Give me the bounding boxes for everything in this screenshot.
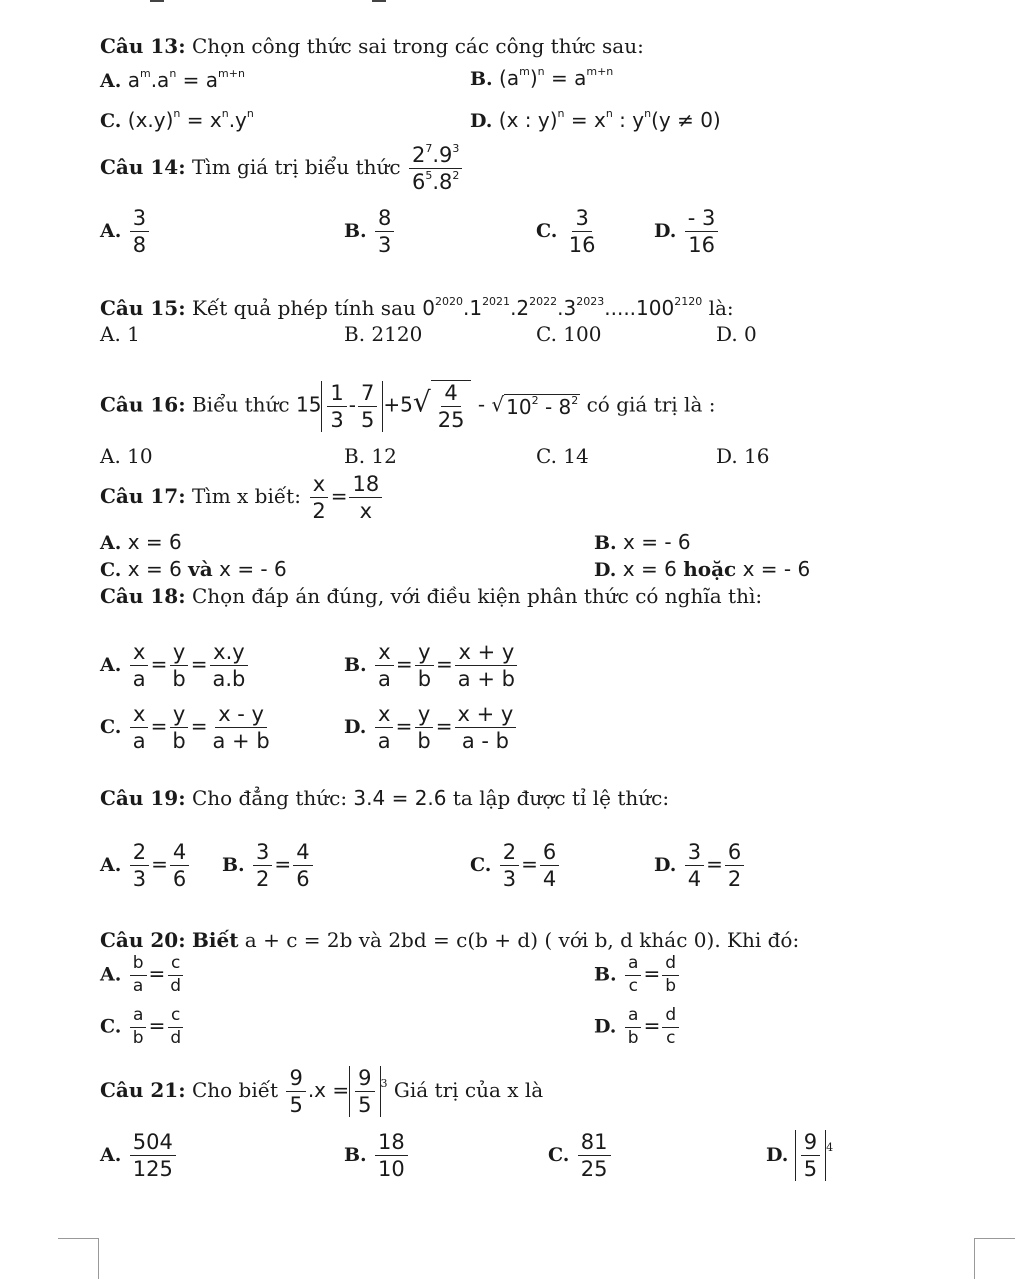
q20-option-b: B. $\frac{a}{c}$ = $\frac{d}{b}$	[594, 954, 681, 996]
page-mark	[372, 0, 386, 2]
q16-option-a: A. 10	[100, 444, 153, 468]
q19-option-b: B. $\frac{3}{2}$ = $\frac{4}{6}$	[222, 840, 315, 891]
q15-option-c: C. 100	[536, 322, 602, 346]
q20-option-a: A. $\frac{b}{a}$ = $\frac{c}{d}$	[100, 954, 186, 996]
q21-option-d: D. $\frac{9}{5}$ $^4$	[766, 1130, 834, 1182]
question-21: Câu 21: Cho biết $\frac{9}{5}$ .x = $\frac{9}{5}$ $^3$ Giá trị của x là	[100, 1066, 544, 1118]
q17-option-a: A. x = 6	[100, 530, 182, 554]
q19-option-d: D. $\frac{3}{4}$ = $\frac{6}{2}$	[654, 840, 746, 891]
q14-option-b: B. $\frac{8}{3}$	[344, 206, 396, 257]
q17-option-d: D. x = 6 hoặc x = - 6	[594, 557, 811, 581]
q18-option-c: C. $\frac{x}{a}$ = $\frac{y}{b}$ = $\frac{x - y}{a + b}$	[100, 702, 270, 754]
question-20: Câu 20: Biết a + c = 2b và 2bd = c(b + d) ( với b, d khác 0). Khi đó:	[100, 928, 800, 952]
q17-option-c: C. x = 6 và x = - 6	[100, 557, 287, 581]
q13-option-c: C. $(x.y)^n = x^n.y^n$	[100, 107, 254, 132]
question-19: Câu 19: Cho đẳng thức: 3.4 = 2.6 ta lập được tỉ lệ thức:	[100, 786, 670, 810]
q18-option-a: A. $\frac{x}{a}$ = $\frac{y}{b}$ = $\frac{x.y}{a.b}$	[100, 640, 250, 691]
q13-option-a: A. $a^m.a^n = a^{m+n}$	[100, 67, 245, 92]
page-mark	[150, 0, 164, 2]
question-13: Câu 13: Chọn công thức sai trong các công thức sau:	[100, 34, 644, 58]
q16-option-c: C. 14	[536, 444, 589, 468]
crop-mark-left	[58, 1238, 99, 1279]
q18-option-d: D. $\frac{x}{a}$ = $\frac{y}{b}$ = $\frac{x + y}{a - b}$	[344, 702, 518, 753]
question-16: Câu 16: Biểu thức 15 $\frac{1}{3}$ - $\frac{7}{5}$ +5√ $\frac{4}{25}$ - √ $10^2 - 8^2$ có giá trị là :	[100, 380, 716, 433]
question-17: Câu 17: Tìm x biết: $\frac{x}{2}$ = $\frac{18}{x}$	[100, 472, 384, 523]
q15-option-b: B. 2120	[344, 322, 423, 346]
crop-mark-right	[974, 1238, 1015, 1279]
q20-option-d: D. $\frac{a}{b}$ = $\frac{d}{c}$	[594, 1006, 681, 1048]
q21-option-a: A. $\frac{504}{125}$	[100, 1130, 178, 1181]
q17-option-b: B. x = - 6	[594, 530, 691, 554]
q14-expression: $\frac{2^7.9^3}{6^5.8^2}$	[409, 143, 462, 194]
question-18: Câu 18: Chọn đáp án đúng, với điều kiện phân thức có nghĩa thì:	[100, 584, 763, 608]
q19-option-c: C. $\frac{2}{3}$ = $\frac{6}{4}$	[470, 840, 561, 891]
q14-option-a: A. $\frac{3}{8}$	[100, 206, 151, 257]
q21-option-b: B. $\frac{18}{10}$	[344, 1130, 410, 1181]
q13-option-d: D. (x : $y)^n = x^n$ : $y^n(y \ne 0)$	[470, 107, 721, 132]
q13-option-b: B. $(a^m)^n = a^{m+n}$	[470, 65, 614, 90]
q16-option-d: D. 16	[716, 444, 770, 468]
q14-option-c: C. $\frac{3}{16}$	[536, 206, 596, 258]
q18-option-b: B. $\frac{x}{a}$ = $\frac{y}{b}$ = $\frac{x + y}{a + b}$	[344, 640, 520, 691]
q15-option-a: A. 1	[100, 322, 140, 346]
q21-option-c: C. $\frac{81}{25}$	[548, 1130, 613, 1181]
q19-option-a: A. $\frac{2}{3}$ = $\frac{4}{6}$	[100, 840, 191, 891]
q20-option-c: C. $\frac{a}{b}$ = $\frac{c}{d}$	[100, 1006, 186, 1048]
question-14: Câu 14: Tìm giá trị biểu thức $\frac{2^7.9^3}{6^5.8^2}$	[100, 143, 464, 194]
q16-option-b: B. 12	[344, 444, 397, 468]
q14-option-d: D. $\frac{- 3}{16}$	[654, 206, 720, 257]
question-15: Câu 15: Kết quả phép tính sau $0^{2020}.1^{2021}.2^{2022}.3^{2023}.....100^{2120}$ là:	[100, 295, 734, 320]
q15-option-d: D. 0	[716, 322, 757, 346]
